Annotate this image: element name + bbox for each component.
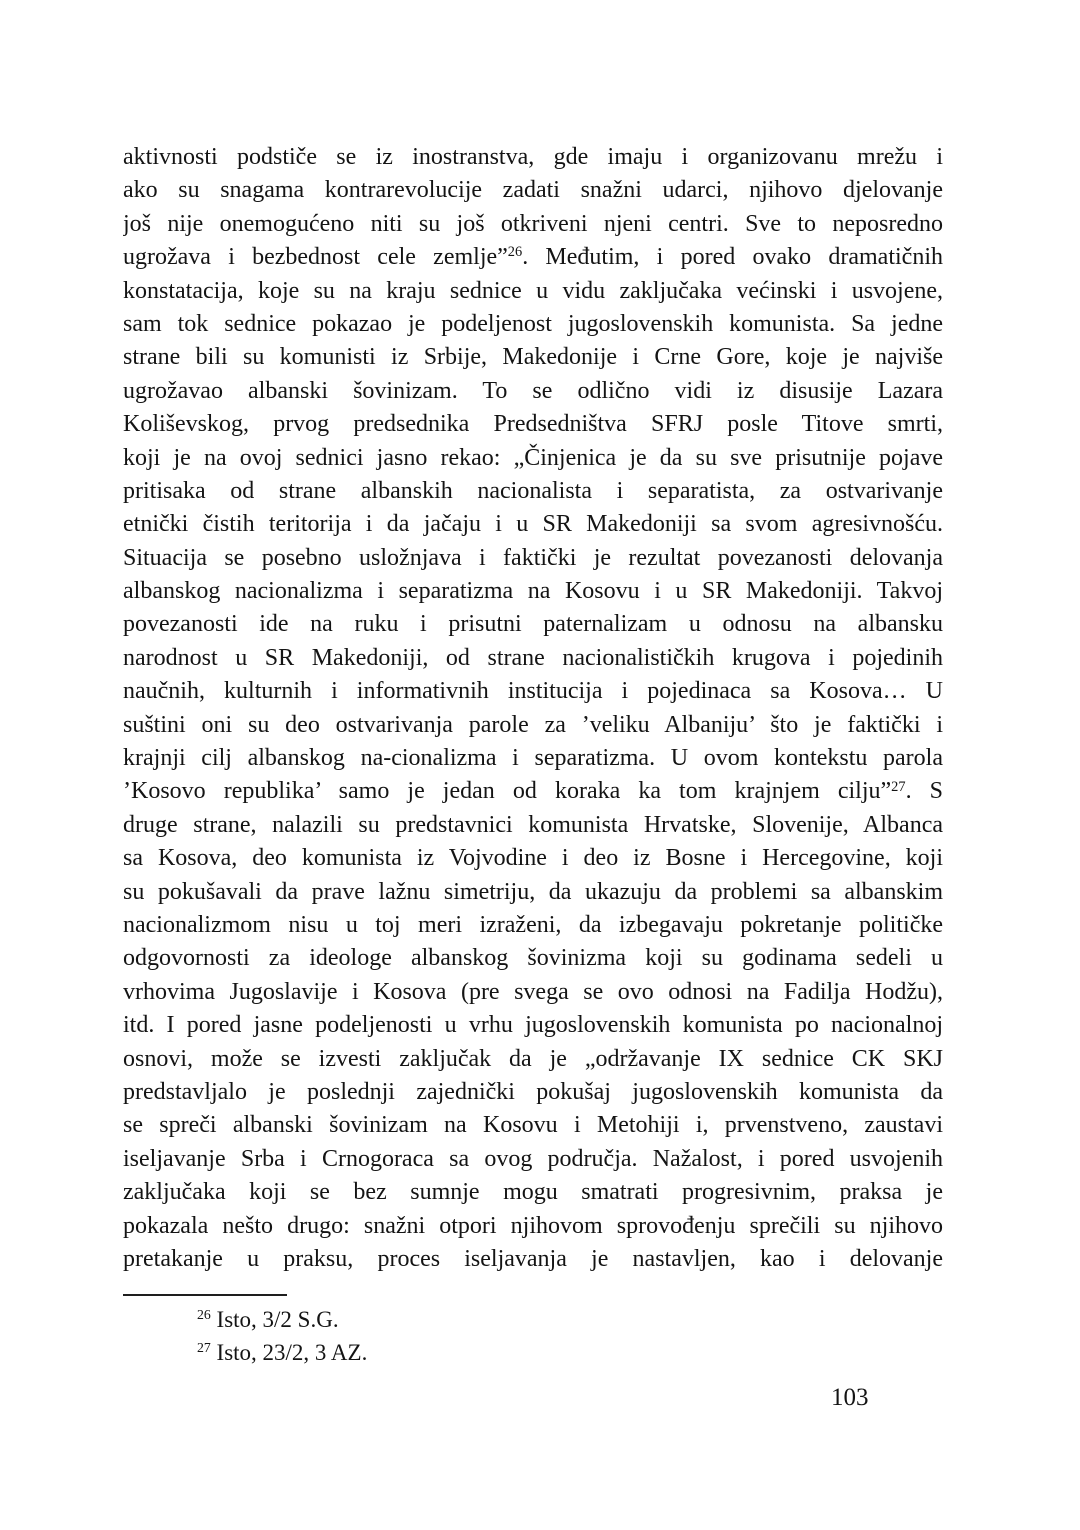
- text-line: sa Kosova, deo komunista iz Vojvodine i deo iz Bosne i Hercegovine, koji: [123, 845, 943, 872]
- footnote-reference: 27: [891, 778, 906, 795]
- text-line: suštini oni su deo ostvarivanja parole za ’veliku Albaniju’ što je faktički i: [123, 711, 943, 738]
- text-line: strane bili su komunisti iz Srbije, Makedonije i Crne Gore, koje je najviše: [123, 344, 943, 371]
- text-line: naučnih, kulturnih i informativnih institucija i pojedinaca sa Kosova… U: [123, 678, 943, 705]
- body-text: [123, 141, 943, 1276]
- text-line: etnički čistih teritorija i da jačaju i u SR Makedoniji sa svom agresivnošću.: [123, 511, 943, 538]
- text-line: predstavljalo je poslednji zajednički pokušaj jugoslovenskih komunista da: [123, 1078, 943, 1105]
- text-line: još nije onemogućeno niti su još otkriveni njeni centri. Sve to neposredno: [123, 210, 943, 237]
- footnote-separator-rule: [123, 1294, 287, 1296]
- text-line: se spreči albanski šovinizam na Kosovu i Metohiji i, prvenstveno, zaustavi: [123, 1112, 943, 1139]
- text-line: albanskog nacionalizma i separatizma na Kosovu i u SR Makedoniji. Takvoj: [123, 578, 943, 605]
- text-line: su pokušavali da prave lažnu simetriju, da ukazuju da problemi sa albanskim: [123, 878, 943, 905]
- text-line: konstatacija, koje su na kraju sednice u vidu zaključaka većinski i usvojene,: [123, 277, 943, 304]
- text-line: ako su snagama kontrarevolucije zadati snažni udarci, njihovo djelovanje: [123, 177, 943, 204]
- footnote: $^{26}$ Isto, 3/2 S.G.: [197, 1307, 339, 1332]
- text-line: odgovornosti za ideologe albanskog šovinizma koji su godinama sedeli u: [123, 945, 943, 972]
- text-line: pokazala nešto drugo: snažni otpori njihovom sprovođenju sprečili su njihovo: [123, 1212, 943, 1239]
- text-line: koji je na ovoj sednici jasno rekao: „Činjenica je da su sve prisutnije pojave: [123, 444, 943, 471]
- page-number: 103: [831, 1384, 869, 1411]
- footnote-reference: 26: [507, 244, 523, 261]
- text-line: pretakanje u praksu, proces iseljavanja je nastavljen, kao i delovanje: [123, 1245, 943, 1272]
- text-line: Situacija se posebno usložnjava i faktički je rezultat povezanosti delovanja: [123, 544, 943, 571]
- text-line: osnovi, može se izvesti zaključak da je „održavanje IX sednice CK SKJ: [123, 1045, 943, 1072]
- footnote: $^{27}$ Isto, 23/2, 3 AZ.: [197, 1340, 368, 1365]
- text-line: sam tok sednice pokazao je podeljenost jugoslovenskih komunista. Sa jedne: [123, 310, 943, 337]
- text-line: ugrožavao albanski šovinizam. To se odlično vidi iz disusije Lazara: [123, 377, 943, 404]
- text-line: povezanosti ide na ruku i prisutni paternalizam u odnosu na albansku: [123, 611, 943, 638]
- text-line: krajnji cilj albanskog na-cionalizma i separatizma. U ovom kontekstu parola: [123, 745, 943, 772]
- text-line: ’Kosovo republika’ samo je jedan od koraka ka tom krajnjem cilju”$^{27}$. S: [123, 778, 943, 805]
- text-line: zaključaka koji se bez sumnje mogu smatrati progresivnim, praksa je: [123, 1179, 943, 1206]
- text-line: vrhovima Jugoslavije i Kosova (pre svega se ovo odnosi na Fadilja Hodžu),: [123, 978, 943, 1005]
- text-line: nacionalizmom nisu u toj meri izraženi, da izbegavaju pokretanje političke: [123, 911, 943, 938]
- text-line: druge strane, nalazili su predstavnici komunista Hrvatske, Slovenije, Albanca: [123, 811, 943, 838]
- footnote-reference: 26: [197, 1307, 211, 1323]
- text-line: iseljavanje Srba i Crnogoraca sa ovog područja. Nažalost, i pored usvojenih: [123, 1145, 943, 1172]
- text-line: aktivnosti podstiče se iz inostranstva, gde imaju i organizovanu mrežu i: [123, 144, 943, 170]
- footnotes: [197, 1303, 367, 1369]
- text-line: pritisaka od strane albanskih nacionalista i separatista, za ostvarivanje: [123, 477, 943, 504]
- text-line: ugrožava i bezbednost cele zemlje”$^{26}$. Međutim, i pored ovako dramatičnih: [123, 244, 943, 271]
- text-line: narodnost u SR Makedoniji, od strane nacionalističkih krugova i pojedinih: [123, 644, 943, 671]
- text-line: Koliševskog, prvog predsednika Predsedništva SFRJ posle Titove smrti,: [123, 411, 943, 438]
- text-line: itd. I pored jasne podeljenosti u vrhu jugoslovenskih komunista po nacionalnoj: [123, 1012, 943, 1039]
- footnote-reference: 27: [197, 1340, 211, 1356]
